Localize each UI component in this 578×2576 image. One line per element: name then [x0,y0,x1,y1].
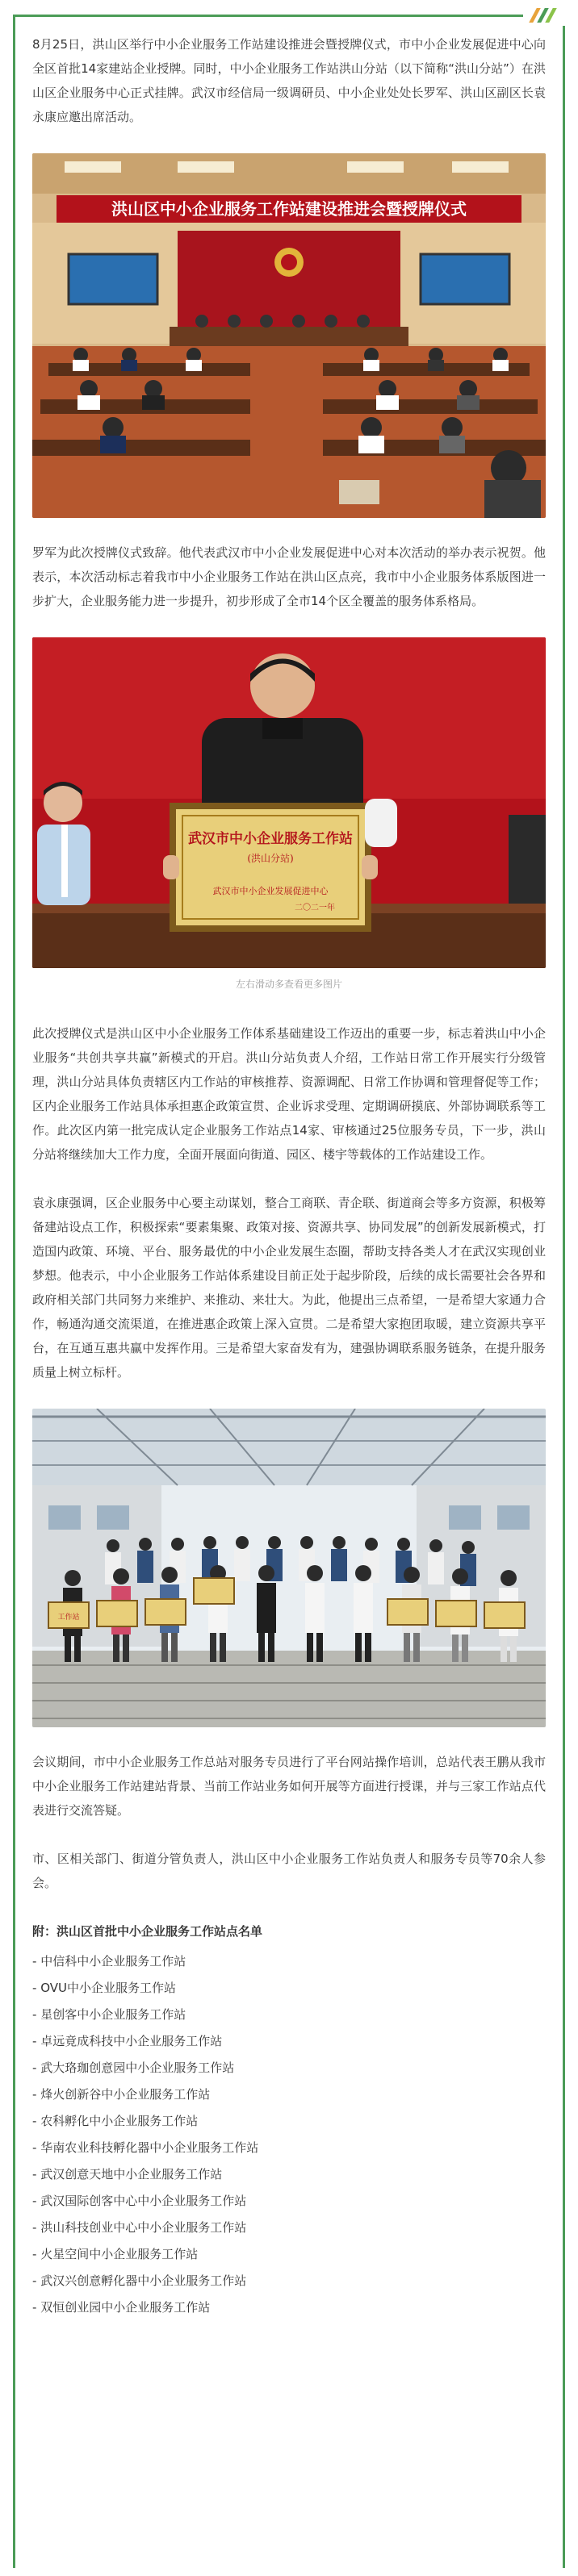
paragraph-attendance: 市、区相关部门、街道分管负责人，洪山区中小企业服务工作站负责人和服务专员等70余人参会。 [32,1852,546,1890]
paragraph-training: 会议期间，市中小企业服务工作总站对服务专员进行了平台网站操作培训，总站代表王鹏从我市中小企业服务工作站建站背景、当前工作站业务如何开展等方面进行授课，并与三家工作站点代表进行交流答疑。 [32,1755,546,1818]
group-photo[interactable] [32,1409,546,1727]
paragraph-speech: 罗军为此次授牌仪式致辞。他代表武汉市中小企业发展促进中心对本次活动的举办表示祝贺。他表示，本次活动标志着我市中小企业服务工作站在洪山区点亮，我市中小企业服务体系版图进一步扩大，企业服务能力进一步提升，初步形成了全市14个区全覆盖的服务体系格局。 [32,545,546,608]
frame-left-line [13,15,15,2568]
plaque-subtitle: (洪山分站) [247,853,294,864]
list-item: - 武大珞珈创意园中小企业服务工作站 [32,2055,546,2081]
frame-right-line [563,15,565,2568]
decorative-slash-icon [523,5,568,26]
paragraph-emphasis: 袁永康强调，区企业服务中心要主动谋划，整合工商联、青企联、街道商会等多方资源，积极筹备建站设点工作，积极探索“要素集聚、政策对接、资源共享、协同发展”的创新发展新模式，打造国内政策、环境、平台、服务最优的中小企业发展生态圈，帮助支持各类人才在武汉实现创业梦想。他表示，中小企业服务工作站体系建设目前正处于起步阶段，后续的成长需要社会各界和政府相关部门共同努力来维护、来推动、来壮大。为此，他提出三点希望，一是希望大家通力合作，畅通沟通交流渠道，在推进惠企政策上深入宣贯。二是希望大家抱团取暖，建立资源共享平台，在互通互惠共赢中发挥作用。三是希望大家奋发有为，建强协调联系服务链条，在提升服务质量上树立标杆。 [32,1196,546,1380]
plaque-date: 二〇二一年 [295,904,335,912]
list-item: - 火星空间中小企业服务工作站 [32,2241,546,2268]
list-item: - 烽火创新谷中小企业服务工作站 [32,2081,546,2108]
list-item: - 双恒创业园中小企业服务工作站 [32,2294,546,2321]
list-item: - 中信科中小企业服务工作站 [32,1948,546,1975]
article-content [32,32,546,2321]
plaque-photo[interactable] [32,637,546,968]
plaque-issuer: 武汉市中小企业发展促进中心 [212,886,329,896]
station-list [32,1948,546,2321]
frame-top-line [13,15,546,17]
list-item: - 洪山科技创业中心中小企业服务工作站 [32,2215,546,2241]
list-item: - 卓远竟成科技中小企业服务工作站 [32,2028,546,2055]
swipe-caption: 左右滑动多查看更多图片 [235,979,342,990]
banner-text: 洪山区中小企业服务工作站建设推进会暨授牌仪式 [111,199,467,219]
paragraph-ceremony: 此次授牌仪式是洪山区中小企业服务工作体系基础建设工作迈出的重要一步，标志着洪山中小企业服务“共创共享共赢”新模式的开启。洪山分站负责人介绍，工作站日常工作开展实行分级管理，洪山分站具体负责辖区内工作站的审核推荐、资源调配、日常工作协调和管理督促等工作；区内企业服务工作站具体承担惠企政策宣贯、企业诉求受理、定期调研摸底、外部协调联系等工作。此次区内第一批完成认定企业服务工作站点14家、审核通过25位服务专员，下一步，洪山分站将继续加大工作力度，全面开展面向街道、园区、楼宇等载体的工作站建设工作。 [32,1026,546,1162]
list-item: - 武汉创意天地中小企业服务工作站 [32,2161,546,2188]
list-item: - OVU中小企业服务工作站 [32,1975,546,2002]
list-item: - 武汉国际创客中心中小企业服务工作站 [32,2188,546,2215]
group-plaque-label: 工作站 [57,1614,80,1622]
paragraph-intro: 8月25日，洪山区举行中小企业服务工作站建设推进会暨授牌仪式，市中小企业发展促进中心向全区首批14家建站企业授牌。同时，中小企业服务工作站洪山分站（以下简称“洪山分站”）在洪山区企业服务中心正式挂牌。武汉市经信局一级调研员、中小企业处处长罗军、洪山区副区长袁永康应邀出席活动。 [32,37,546,124]
list-item: - 华南农业科技孵化器中小企业服务工作站 [32,2135,546,2161]
station-list-title: 附：洪山区首批中小企业服务工作站点名单 [32,1924,263,1939]
list-item: - 农科孵化中小企业服务工作站 [32,2108,546,2135]
meeting-hall-photo[interactable] [32,153,546,518]
list-item: - 星创客中小企业服务工作站 [32,2002,546,2028]
list-item: - 武汉兴创意孵化器中小企业服务工作站 [32,2268,546,2294]
plaque-title: 武汉市中小企业服务工作站 [188,831,353,847]
